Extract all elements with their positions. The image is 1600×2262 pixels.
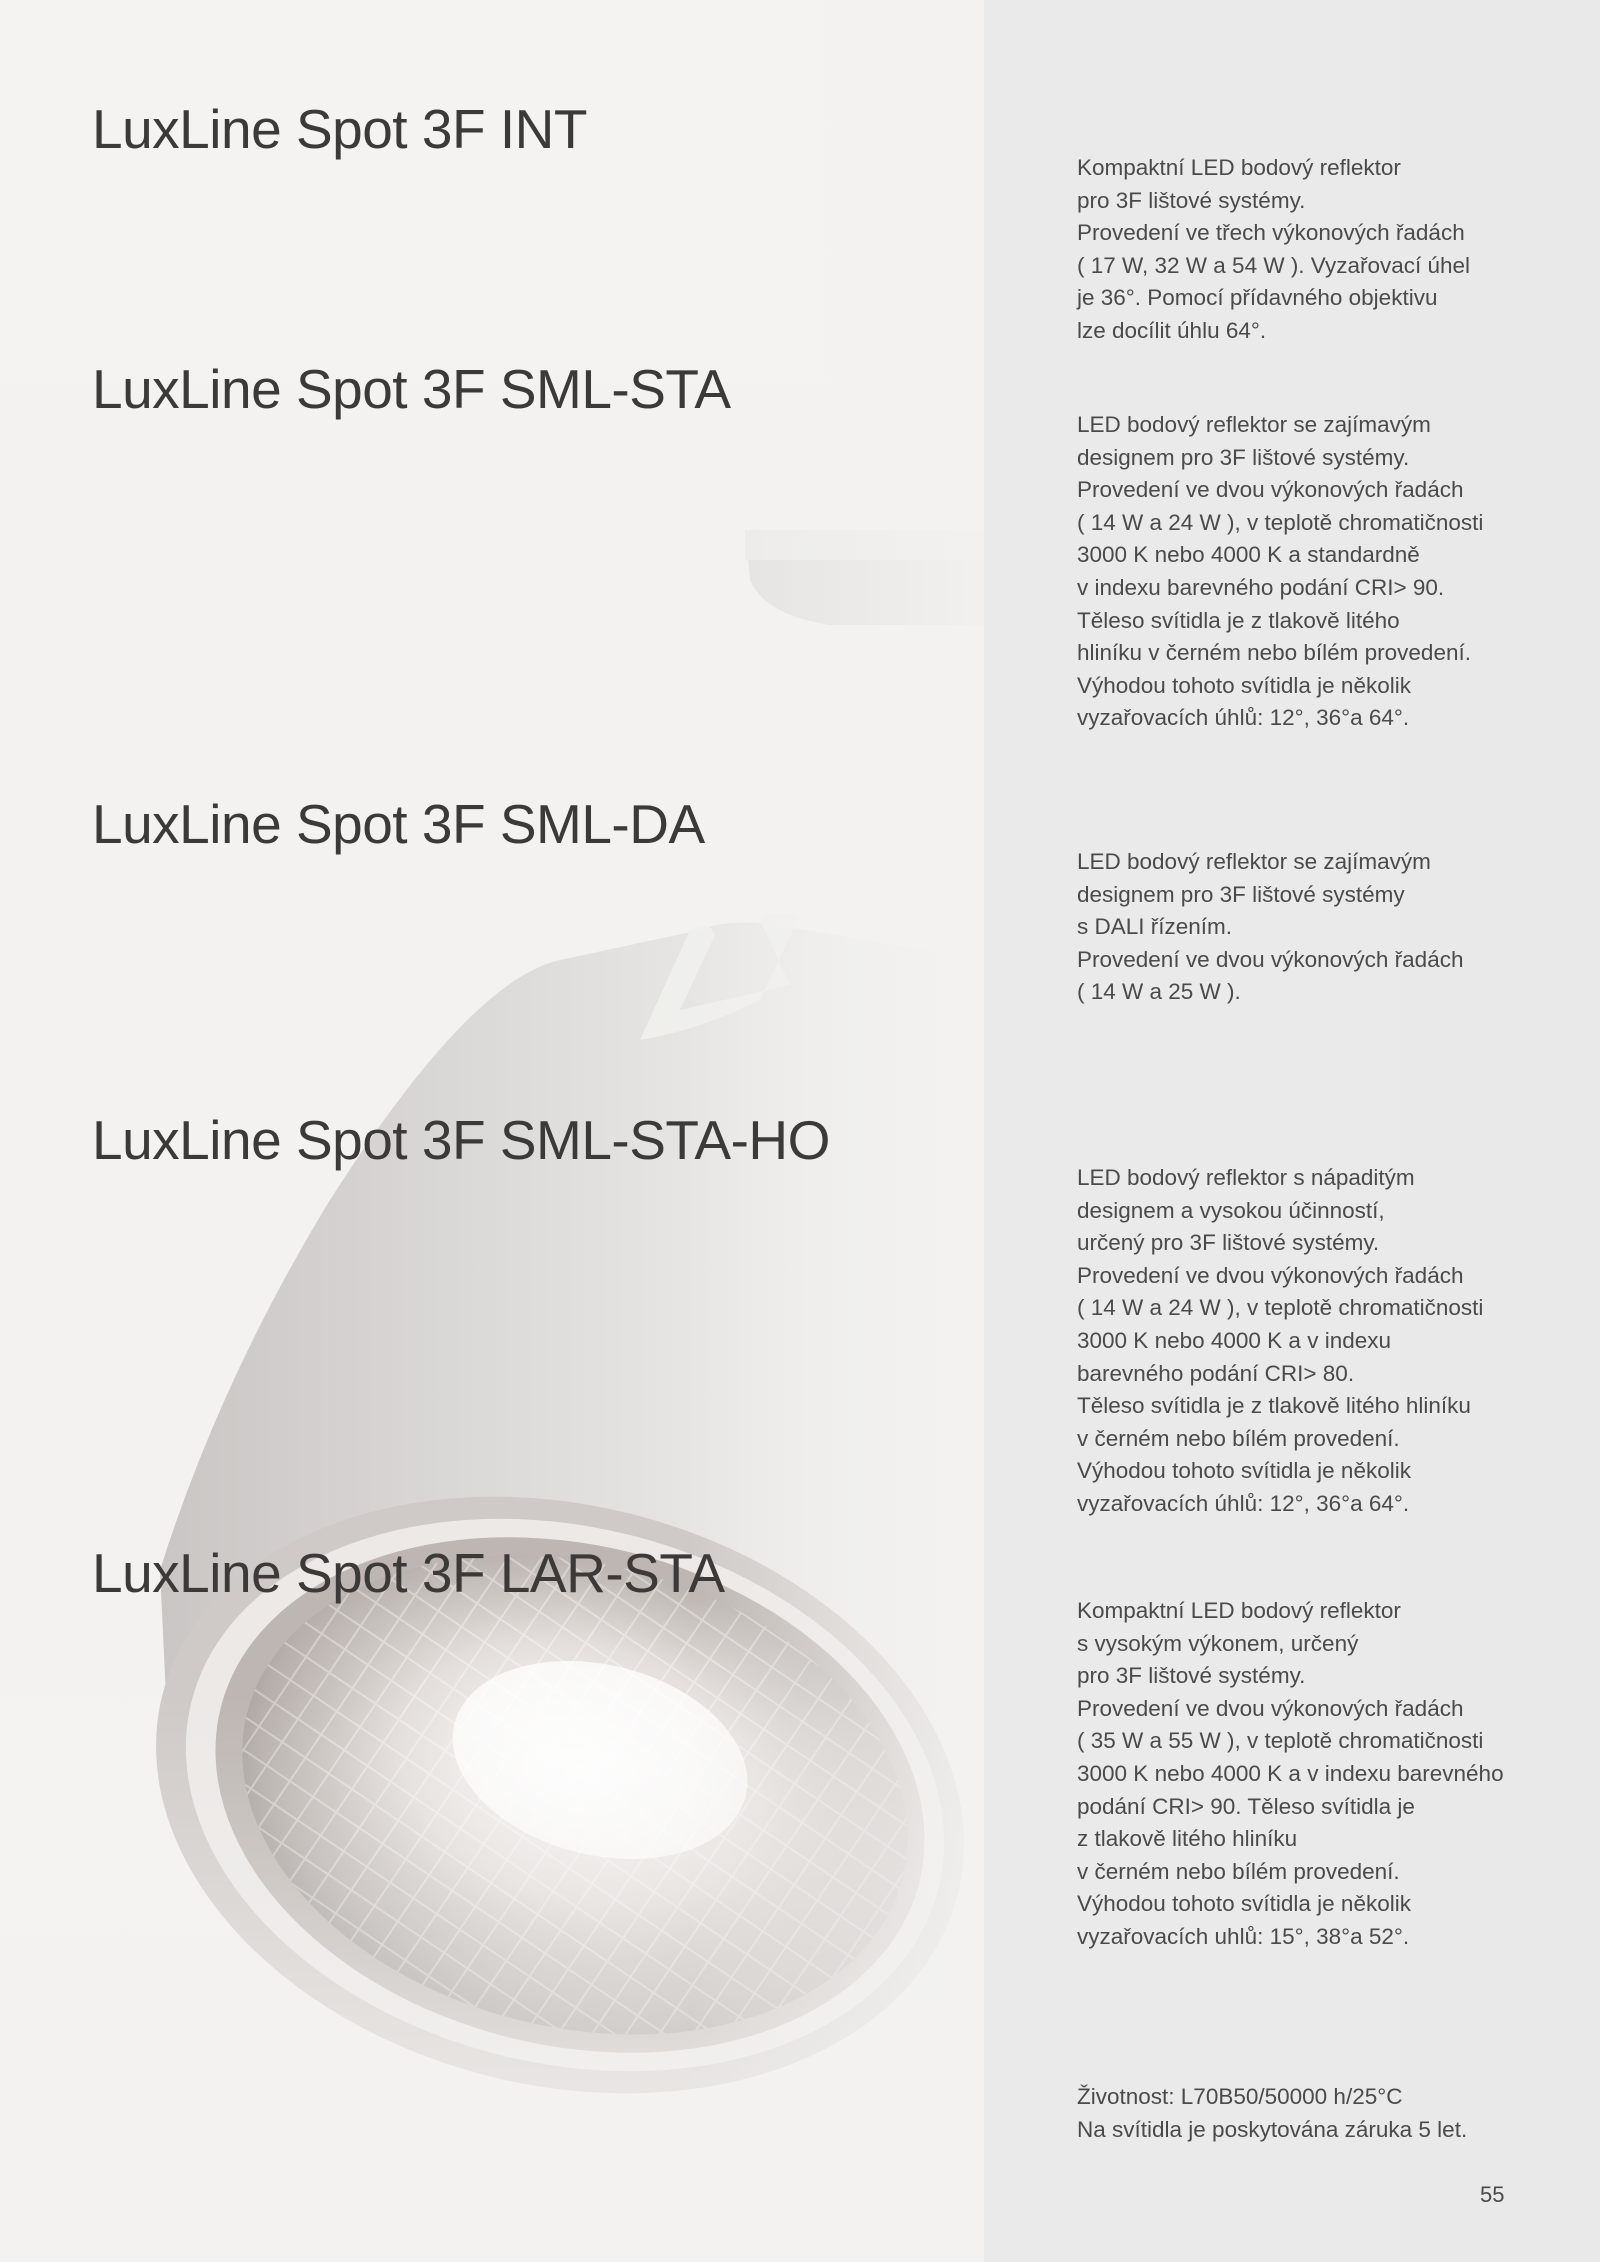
product-description-lar-sta: Kompaktní LED bodový reflektor s vysokým výkonem, určený pro 3F lištové systémy. Provedení ve dvou výkonových řadách ( 35 W a 55 W ), v teplotě chromatičnosti 3000 K nebo 4000 K a v indexu barevného podání CRI> 90. Těleso svítidla je z tlakově litého hliníku v černém nebo bílém provedení. Výhodou tohoto svítidla je několik vyzařovacích uhlů: 15°, 38°a 52°.	[1077, 1598, 1504, 1949]
product-title-sml-da: LuxLine Spot 3F SML-DA	[92, 793, 705, 855]
product-title-int: LuxLine Spot 3F INT	[92, 98, 587, 160]
product-title-sml-sta-ho: LuxLine Spot 3F SML-STA-HO	[92, 1109, 830, 1171]
product-title-lar-sta: LuxLine Spot 3F LAR-STA	[92, 1542, 725, 1604]
product-description-sml-sta-ho: LED bodový reflektor s nápaditým designem a vysokou účinností, určený pro 3F lištové systémy. Provedení ve dvou výkonových řadách ( 14 W a 24 W ), v teplotě chromatičnosti 3000 K nebo 4000 K a v indexu barevného podání CRI> 80. Těleso svítidla je z tlakově litého hliníku v černém nebo bílém provedení. Výhodou tohoto svítidla je několik vyzařovacích úhlů: 12°, 36°a 64°.	[1077, 1165, 1484, 1516]
product-description-sml-da: LED bodový reflektor se zajímavým designem pro 3F lištové systémy s DALI řízením. Provedení ve dvou výkonových řadách ( 14 W a 25 W ).	[1077, 849, 1464, 1005]
product-description-sml-sta: LED bodový reflektor se zajímavým designem pro 3F lištové systémy. Provedení ve dvou výkonových řadách ( 14 W a 24 W ), v teplotě chromatičnosti 3000 K nebo 4000 K a standardně v indexu barevného podání CRI> 90. Těleso svítidla je z tlakově litého hliníku v černém nebo bílém provedení. Výhodou tohoto svítidla je několik vyzařovacích úhlů: 12°, 36°a 64°.	[1077, 412, 1484, 731]
footer-note: Životnost: L70B50/50000 h/25°C Na svítidla je poskytována záruka 5 let.	[1077, 2084, 1468, 2142]
product-description-int: Kompaktní LED bodový reflektor pro 3F lištové systémy. Provedení ve třech výkonových řadách ( 17 W, 32 W a 54 W ). Vyzařovací úhel je 36°. Pomocí přídavného objektivu lze docílit úhlu 64°.	[1077, 155, 1471, 343]
page-number: 55	[1480, 2182, 1505, 2207]
product-title-sml-sta: LuxLine Spot 3F SML-STA	[92, 358, 731, 420]
